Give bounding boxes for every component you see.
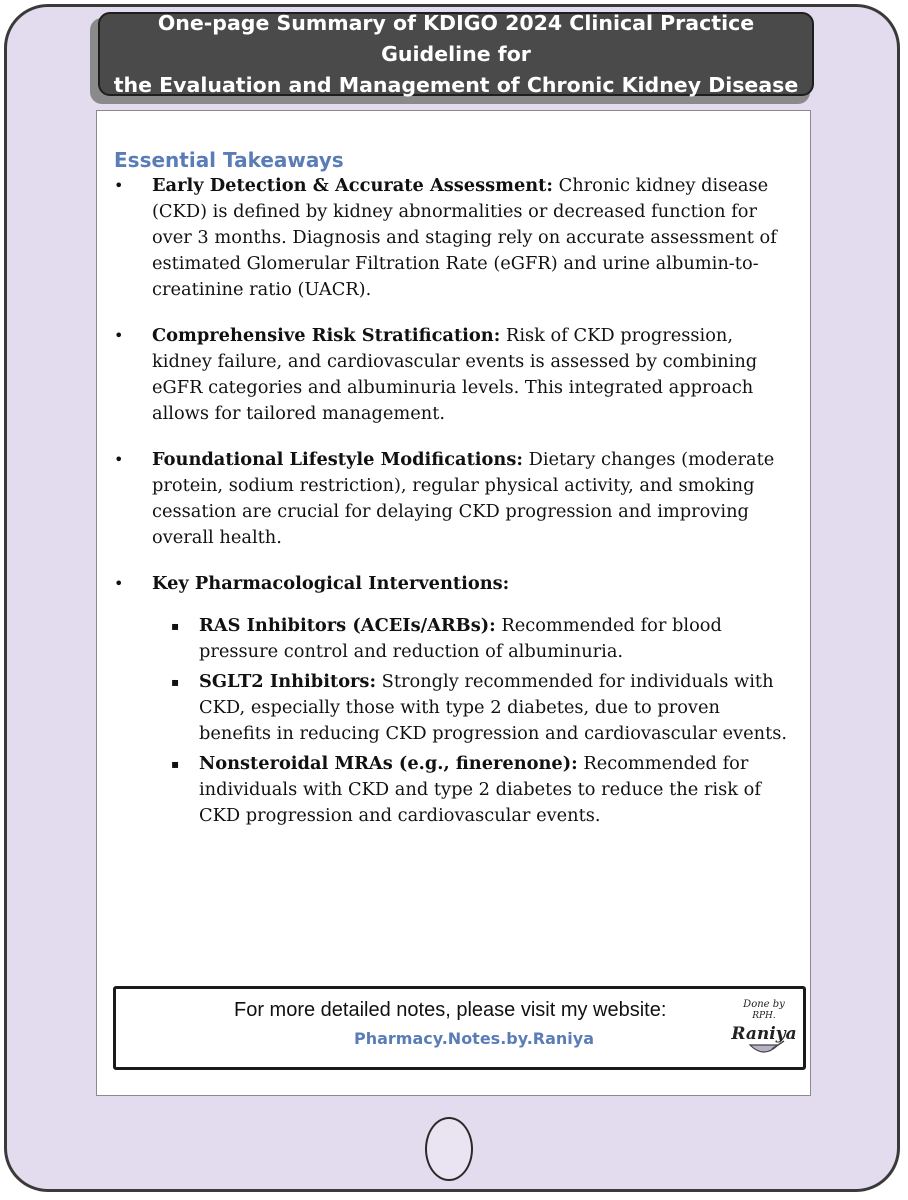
website-banner [113,986,806,1070]
content-screen [96,110,811,1096]
website-link[interactable]: Pharmacy.Notes.by.Raniya [354,1029,594,1048]
list-item [114,173,794,303]
bullet-marker: • [114,326,124,345]
page-title [98,12,814,96]
bullet-marker: • [114,176,124,195]
list-item [114,571,794,829]
sub-list [152,613,794,829]
sub-list-item [114,613,794,665]
title-line-1: One-page Summary of KDIGO 2024 Clinical Practice Guideline for [157,10,755,66]
home-button[interactable] [425,1117,473,1181]
sub-bullet-label: SGLT2 Inhibitors: [199,671,377,692]
list-item [114,447,794,551]
signature-logo [724,993,804,1065]
sub-bullet-label: RAS Inhibitors (ACEIs/ARBs): [199,615,496,636]
sub-list-item [114,751,794,829]
section-heading: Essential Takeaways [114,148,344,172]
bullet-marker: • [114,574,124,593]
title-line-2: the Evaluation and Management of Chronic Kidney Disease [113,72,799,97]
takeaways-list [114,173,794,849]
square-bullet-marker: ▪ [171,675,180,689]
sub-bullet-label: Nonsteroidal MRAs (e.g., finerenone): [199,753,578,774]
sub-bullet-text: Recommended for blood pressure control and reduction of albuminuria. [199,615,722,662]
footer-text: For more detailed notes, please visit my website: [234,999,667,1021]
bullet-label: Early Detection & Accurate Assessment: [152,175,553,196]
bullet-marker: • [114,450,124,469]
bullet-text: Dietary changes (moderate protein, sodium restriction), regular physical activity, and smoking cessation are crucial for delaying CKD progression and improving overall health. [152,449,775,548]
square-bullet-marker: ▪ [171,757,180,771]
signature-rph: RPH. [752,1011,776,1021]
sub-bullet-text: Recommended for individuals with CKD and type 2 diabetes to reduce the risk of CKD progression and cardiovascular events. [199,753,761,826]
sub-list-item [114,669,794,747]
bullet-label: Foundational Lifestyle Modifications: [152,449,523,470]
square-bullet-marker: ▪ [171,619,180,633]
bullet-text: Risk of CKD progression, kidney failure, and cardiovascular events is assessed by combining eGFR categories and albuminuria levels. This integrated approach allows for tailored management. [152,325,758,424]
signature-done-by: Done by [743,999,785,1010]
bullet-label: Key Pharmacological Interventions: [152,573,510,594]
sub-bullet-text: Strongly recommended for individuals with CKD, especially those with type 2 diabetes, due to proven benefits in reducing CKD progression and cardiovascular events. [199,671,787,744]
bullet-text: Chronic kidney disease (CKD) is defined by kidney abnormalities or decreased function for over 3 months. Diagnosis and staging rely on accurate assessment of estimated Glomerular Filtration Rate (eGFR) and urine albumin-to-creatinine ratio (UACR). [152,175,777,300]
bullet-label: Comprehensive Risk Stratification: [152,325,501,346]
list-item [114,323,794,427]
signature-name: Raniya [731,1024,797,1044]
